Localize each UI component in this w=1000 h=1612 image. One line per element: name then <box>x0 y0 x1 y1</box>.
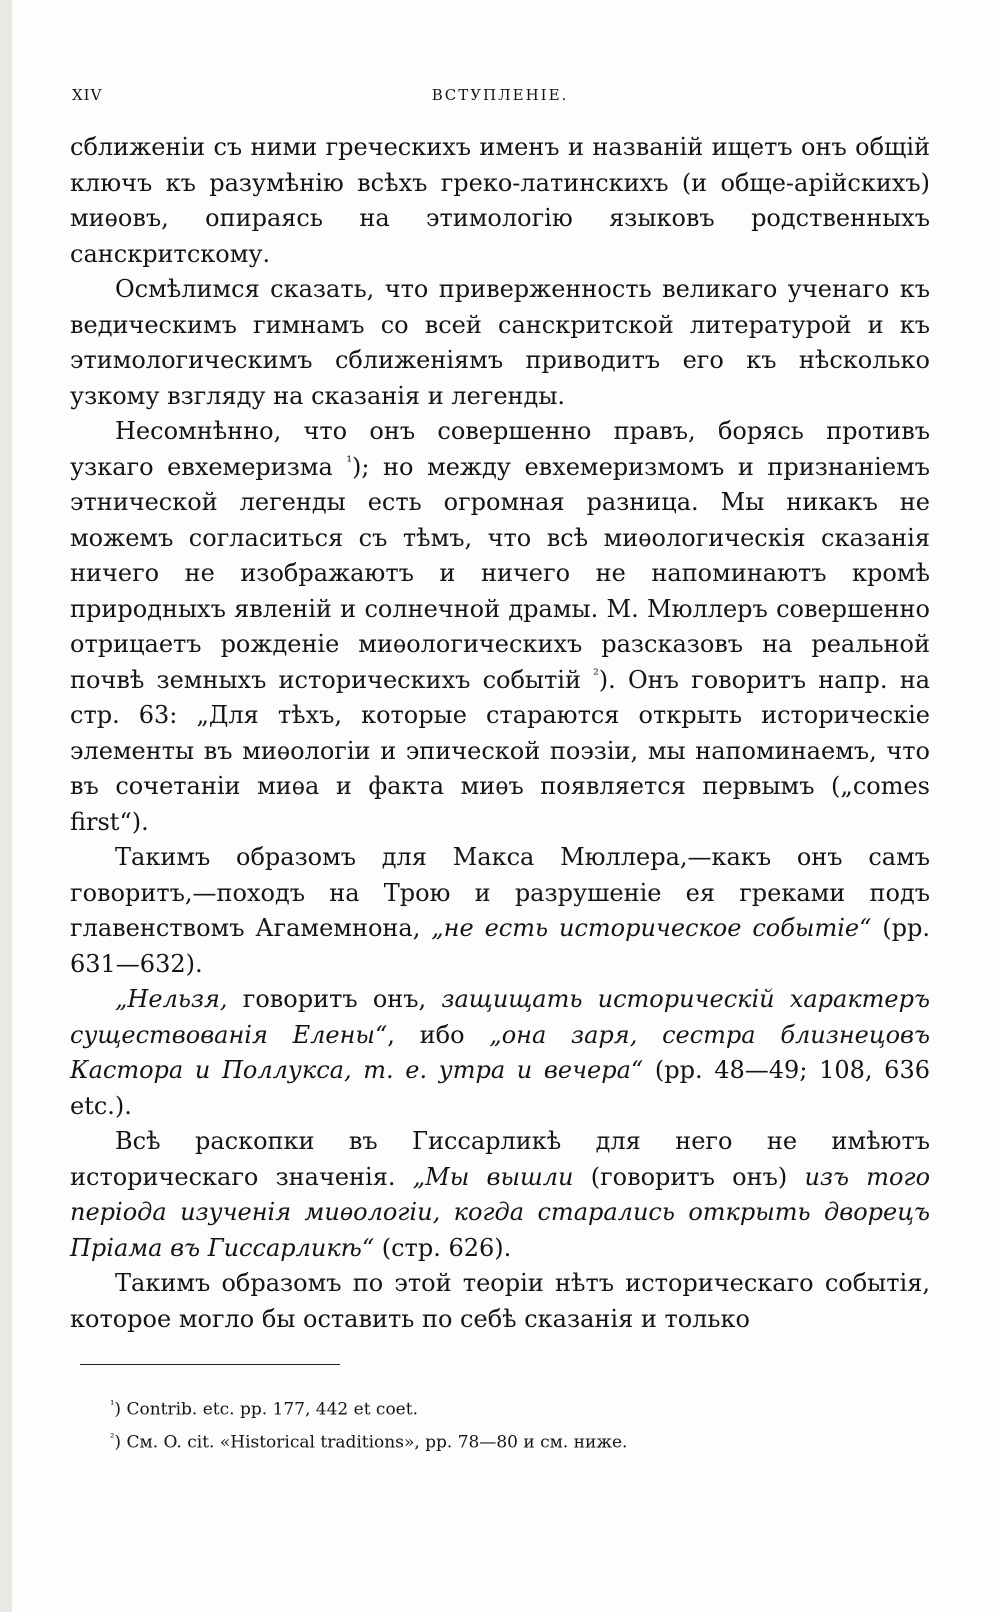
paragraph-p5 <box>70 982 930 1124</box>
italic-run: изъ того періода изученія миѳологіи, когда старались открыть дворецъ Пріама въ Гиссарликѣ“ <box>70 1162 931 1262</box>
book-page <box>70 0 930 1612</box>
italic-run: защищать историческій характеръ существованія Елены“ <box>70 985 930 1049</box>
text-run: сближеніи съ ними греческихъ именъ и названій ищетъ онъ общій ключъ къ разумѣнію всѣхъ греко-латинскихъ (и обще-арійскихъ) миѳовъ, опираясь на этимологію языковъ родственныхъ санскритскому. <box>70 133 930 268</box>
footnote-marker: ² <box>593 666 599 683</box>
footnote-text: ) Contrib. etc. pp. 177, 442 et coet. <box>114 1399 418 1420</box>
text-run: Такимъ образомъ по этой теоріи нѣтъ историческаго событія, которое могло бы оставить по себѣ сказанія и только <box>70 1269 930 1333</box>
footnote-marker: ¹ <box>346 453 353 470</box>
paragraph-p4 <box>70 840 930 982</box>
page-gutter-shadow <box>0 0 12 1612</box>
text-run: ); но между евхемеризмомъ и признаніемъ этнической легенды есть огромная разница. Мы никакъ не можемъ согласиться съ тѣмъ, что всѣ миѳологическія сказанія ничего не изображаютъ и ничего не напоминаютъ кромѣ природныхъ явленій и солнечной драмы. М. Мюллеръ совершенно отрицаетъ рожденіе миѳологическихъ разсказовъ на реальной почвѣ земныхъ историческихъ событій <box>70 452 930 694</box>
text-run: Такимъ образомъ для Макса Мюллера,—какъ онъ самъ говоритъ,—походъ на Трою и разрушеніе ея греками подъ главенствомъ Агамемнона, <box>70 843 930 942</box>
footnote-separator <box>80 1364 340 1365</box>
text-run: Несомнѣнно, что онъ совершенно правъ, борясь противъ узкаго евхемеризма <box>70 417 930 481</box>
paragraph-p6 <box>70 1124 930 1266</box>
body-text <box>70 130 930 1337</box>
paragraph-p1 <box>70 130 930 272</box>
running-title: ВСТУПЛЕНІЕ. <box>431 86 569 104</box>
italic-run: „она заря, сестра близнецовъ Кастора и Поллукса, т. е. утра и вечера“ <box>70 1020 930 1084</box>
italic-run: „не есть историческое событіе“ <box>431 914 872 942</box>
footnotes <box>110 1391 890 1456</box>
footnote-number: ² <box>110 1430 115 1444</box>
text-run: , ибо <box>387 1020 490 1049</box>
text-run: Осмѣлимся сказать, что приверженность великаго ученаго къ ведическимъ гимнамъ со всей санскритской литературой и къ этимологическимъ сближеніямъ приводитъ его къ нѣсколько узкому взгляду на сказанія и легенды. <box>70 275 930 410</box>
text-run: говоритъ онъ, <box>227 985 442 1013</box>
text-run: ). Онъ говоритъ напр. на стр. 63: „Для тѣхъ, которые стараются открыть историческіе элементы въ миѳологіи и эпической поэзіи, мы напоминаемъ, что въ сочетаніи миѳа и факта миѳъ появляется первымъ („comes first“). <box>70 665 930 836</box>
text-run: (говоритъ онъ) <box>573 1162 805 1191</box>
footnote-text: ) См. O. cit. «Historical traditions», pp. 78—80 и см. ниже. <box>114 1432 628 1453</box>
italic-run: „Нельзя, <box>115 985 228 1013</box>
footnote <box>110 1391 890 1424</box>
page-number: XIV <box>72 86 103 104</box>
footnote-number: ¹ <box>110 1398 115 1411</box>
page-header <box>70 86 930 110</box>
text-run: (стр. 626). <box>374 1233 512 1262</box>
text-run: (pp. 631—632). <box>70 914 930 978</box>
text-run: Всѣ раскопки въ Гиссарликѣ для него не имѣютъ историческаго значенія. <box>70 1127 930 1191</box>
paragraph-p2 <box>70 272 930 414</box>
paragraph-p3 <box>70 414 930 840</box>
paragraph-p7 <box>70 1266 930 1337</box>
footnote <box>110 1424 890 1457</box>
italic-run: „Мы вышли <box>412 1162 574 1191</box>
text-run: (pp. 48—49; 108, 636 etc.). <box>70 1056 930 1120</box>
